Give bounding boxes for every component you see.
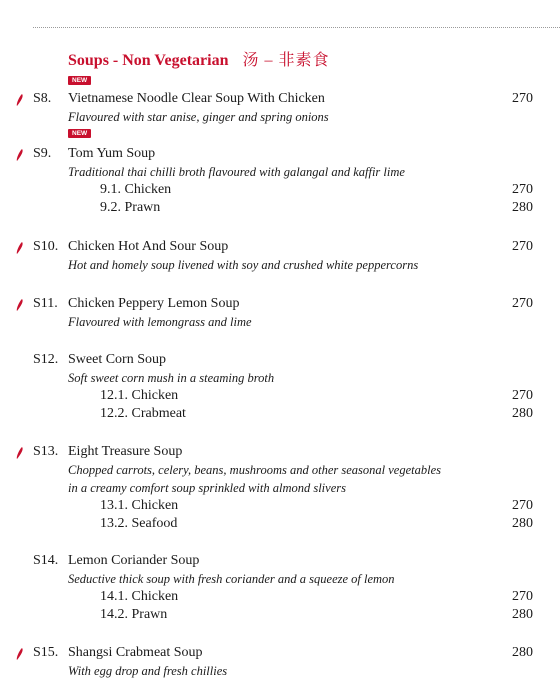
- item-option[interactable]: [0, 588, 560, 606]
- item-option[interactable]: [0, 181, 560, 199]
- item-name: Lemon Coriander Soup: [68, 553, 200, 568]
- item-option[interactable]: [0, 515, 560, 533]
- item-code: S11.: [33, 296, 58, 311]
- item-option[interactable]: [0, 606, 560, 624]
- chili-icon: [15, 93, 25, 107]
- item-option[interactable]: [0, 387, 560, 405]
- top-divider: [33, 27, 560, 28]
- item-description: Flavoured with star anise, ginger and spring onions: [68, 110, 329, 124]
- chili-icon: [15, 148, 25, 162]
- section-title-chinese: 汤 – 非素食: [242, 52, 330, 69]
- item-price: 270: [512, 239, 533, 254]
- item-name: Vietnamese Noodle Clear Soup With Chicken: [68, 91, 325, 106]
- item-code: S14.: [33, 553, 59, 568]
- item-code: S9.: [33, 146, 52, 161]
- section-title: Soups - Non Vegetarian: [68, 52, 229, 69]
- menu-item-s12[interactable]: [0, 351, 560, 423]
- item-price: 280: [512, 645, 533, 660]
- item-description: Seductive thick soup with fresh coriander and a squeeze of lemon: [68, 572, 395, 586]
- item-code: S12.: [33, 352, 59, 367]
- option-label: 12.2. Crabmeat: [100, 406, 186, 421]
- item-description-continued: in a creamy comfort soup sprinkled with almond slivers: [68, 481, 346, 495]
- item-description: Flavoured with lemongrass and lime: [68, 315, 252, 329]
- item-option[interactable]: [0, 199, 560, 217]
- option-price: 280: [512, 200, 533, 215]
- chili-icon: [15, 241, 25, 255]
- item-description: Hot and homely soup livened with soy and crushed white peppercorns: [68, 258, 419, 272]
- item-option[interactable]: [0, 497, 560, 515]
- menu-item-s15[interactable]: [0, 644, 560, 680]
- chili-icon: [15, 647, 25, 661]
- menu-item-s13[interactable]: [0, 443, 560, 533]
- option-price: 280: [512, 607, 533, 622]
- menu-item-s8[interactable]: [0, 90, 560, 126]
- option-price: 270: [512, 388, 533, 403]
- option-label: 13.1. Chicken: [100, 498, 179, 513]
- item-name: Eight Treasure Soup: [68, 444, 183, 459]
- item-name: Shangsi Crabmeat Soup: [68, 645, 203, 660]
- item-price: 270: [512, 91, 533, 106]
- option-label: 12.1. Chicken: [100, 388, 179, 403]
- option-label: 9.1. Chicken: [100, 182, 172, 197]
- item-price: 270: [512, 296, 533, 311]
- option-label: 14.2. Prawn: [100, 607, 168, 622]
- item-description: Soft sweet corn mush in a steaming broth: [68, 371, 275, 385]
- menu-item-s10[interactable]: [0, 238, 560, 274]
- item-code: S13.: [33, 444, 59, 459]
- option-label: 9.2. Prawn: [100, 200, 161, 215]
- item-name: Tom Yum Soup: [68, 146, 156, 161]
- new-badge: NEW: [68, 76, 91, 85]
- menu-item-s9[interactable]: [0, 145, 560, 217]
- option-price: 280: [512, 516, 533, 531]
- option-price: 280: [512, 406, 533, 421]
- chili-icon: [15, 446, 25, 460]
- item-code: S8.: [33, 91, 52, 106]
- item-code: S10.: [33, 239, 59, 254]
- item-description: With egg drop and fresh chillies: [68, 664, 228, 678]
- option-price: 270: [512, 498, 533, 513]
- chili-icon: [15, 298, 25, 312]
- item-description: Chopped carrots, celery, beans, mushrooms and other seasonal vegetables: [68, 463, 441, 477]
- menu-item-s11[interactable]: [0, 295, 560, 331]
- item-name: Chicken Peppery Lemon Soup: [68, 296, 240, 311]
- item-option[interactable]: [0, 405, 560, 423]
- item-name: Chicken Hot And Sour Soup: [68, 239, 229, 254]
- section-heading: [68, 47, 330, 70]
- option-label: 14.1. Chicken: [100, 589, 179, 604]
- option-label: 13.2. Seafood: [100, 516, 178, 531]
- option-price: 270: [512, 589, 533, 604]
- option-price: 270: [512, 182, 533, 197]
- new-badge: NEW: [68, 129, 91, 138]
- item-description: Traditional thai chilli broth flavoured with galangal and kaffir lime: [68, 165, 405, 179]
- item-name: Sweet Corn Soup: [68, 352, 166, 367]
- menu-item-s14[interactable]: [0, 552, 560, 624]
- item-code: S15.: [33, 645, 59, 660]
